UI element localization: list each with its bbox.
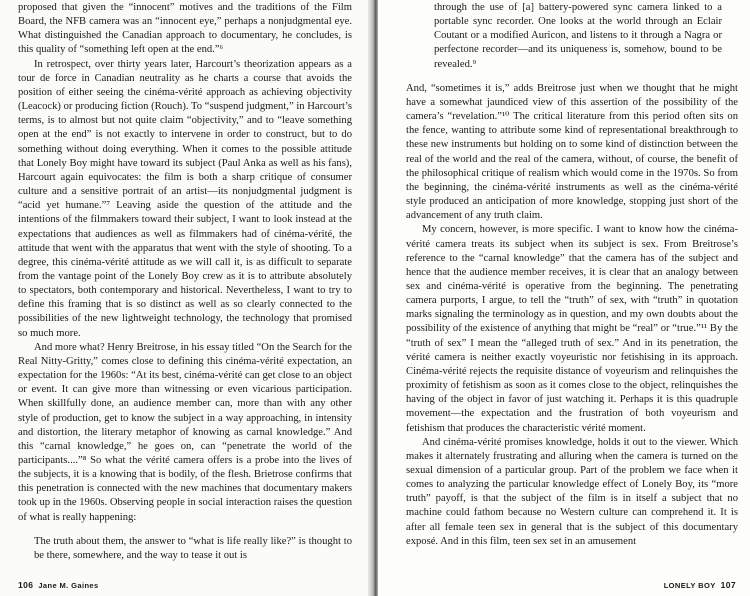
left-paragraph: proposed that given the “innocent” motives and the traditions of the Film Board, the NFB camera was an “innocent eye,” perhaps a nonjudgmental eye. What distinguished the Canadian approach to documentary, he concludes, is this quality of “something left open at the end.”⁶ <box>18 2 352 56</box>
right-page <box>378 0 750 596</box>
left-page-footer <box>18 580 99 590</box>
right-paragraph: And cinéma-vérité promises knowledge, holds it out to the viewer. Which makes it alternately frustrating and alluring when the camera is turned on the sexual dimension of a particular group. Part of the problem we face when it comes to analyzing the particular knowledge effect of Lonely Boy, its “more truth” payoff, is that the subject of the film is in itself a subject that no machine could fathom because no Western culture can comprehend it. It is after all female teen sex in general that is the subject of this documentary exposé. And in this film, teen sex set in an amusement <box>406 436 738 547</box>
right-page-number: 107 <box>720 580 736 590</box>
running-head-author: Jane M. Gaines <box>38 581 99 590</box>
block-quote-start: The truth about them, the answer to “what is life really like?” is thought to be there, somewhere, and the way to tease it out is <box>34 535 352 561</box>
right-paragraph: And, “sometimes it is,” adds Breitrose just when we thought that he might have a somewhat jaundiced view of this assertion of the possibility of the camera’s “revelation.”¹⁰ The critical literature from this period often sits on the fence, wanting to attribute some kind of representational breakthrough to these new instruments but holding on to some kind of distinction between the real of the world and the real of the camera, without, of course, the benefit of the philosophical critique of realism which would come in the 1970s. So from the beginning, the cinéma-vérité instruments as well as the cinéma-vérité style produced an anticipation of more knowledge, stopping just short of the advancement of any truth claim. <box>406 82 738 222</box>
left-page-body <box>18 1 352 563</box>
left-paragraph: And more what? Henry Breitrose, in his essay titled “On the Search for the Real Nitty-Gritty,” comes close to defining this cinéma-vérité expectation, an expectation for the 1960s: “At its best, cinéma-vérité can get close to an object or event. It can give more than witnessing or even vicarious participation. When skillfully done, an audience member can, more than with any other style of production, get to know the subject in a way approaching, in intensity and distortion, the literary metaphor of knowing as carnal knowledge.” And this “carnal knowledge,” he goes on, can “penetrate the world of the participants....”⁸ So what the vérité camera offers is a probe into the lives of the subjects, it is a knowing that is bodily, of the flesh. Brietrose confirms that this penetration is connected with the new machines that documentary makers took up in the 1960s. Observing people in social interaction raises the question of what is really happening: <box>18 341 352 523</box>
left-paragraph: In retrospect, over thirty years later, Harcourt’s theorization appears as a tour de force in Canadian neutrality as he charts a course that avoids the position of either seeing the cinéma-vérité approach as achieving objectivity (Leacock) or producing fiction (Rouch). To “suspend judgment,” in Harcourt’s terms, is to almost but not quite claim “objectivity,” and to “leave something open at the end” is not exactly to intervene in order to construct, but to do something without doing everything. When it comes to the possible attitude that Lonely Boy might have toward its subject (Paul Anka as well as his fans), Harcourt again equivocates: the film is both a sharp critique of consumer culture and a sensitive portrait of an artist—its nonjudgmental judgment is “acid yet humane.”⁷ Leaving aside the question of the attitude and the intentions of the filmmakers toward their subject, I want to look instead at the expectations that audiences as well as filmmakers had of cinéma-vérité, the attitude that went with the apparatus that went with the style of shooting. To a degree, this cinéma-vérité attitude as we will call it, is as difficult to separate from the vantage point of the Lonely Boy crew as it is to attribute absolutely to spectators, both contemporary and historical. Nevertheless, I want to try to define this framing that is so distinct as well as so clearly connected to the possibilities of the new lightweight technology, the technology that promised so much more. <box>18 58 352 339</box>
right-paragraph: My concern, however, is more specific. I want to know how the cinéma-vérité camera treats its subject when its subject is sex. From Breitrose’s reference to the “carnal knowledge” that the camera has of the subject and hence that the audience member receives, it is clear that an analogy between sex and cinéma-vérité is operative from the beginning. The penetrating camera purports, I argue, to tell the “truth” of sex, with “truth” in quotation marks signaling the terminology as in question, and my own doubts about the possibility of the existence of anything that might be “real” or “true.”¹¹ By the “truth of sex” I mean the “alleged truth of sex.” And in its penetration, the vérité camera is neither exactly voyeuristic nor fetishising in its approach. Cinéma-vérité rejects the requisite distance of voyeurism and relinquishes the proximity of fetishism as soon as it comes close to the object, relinquishes the having of the object in favor of just watching it. Perhaps it is this quadruple movement—the expectation and the frustration of both voyeurism and fetishism that produces the characteristic vérité moment. <box>406 224 738 434</box>
left-page-number: 106 <box>18 580 34 590</box>
running-head-title: LONELY BOY <box>663 581 716 590</box>
right-page-footer <box>664 580 736 590</box>
right-page-body <box>406 1 738 549</box>
block-quote-continued: through the use of [a] battery-powered sync camera linked to a portable sync recorder. One looks at the world through an Eclair Coutant or a modified Auricon, and listens to it through a Nagra or perfectone recorder—and its uniqueness is, somehow, bound to be revealed.⁹ <box>434 2 722 70</box>
